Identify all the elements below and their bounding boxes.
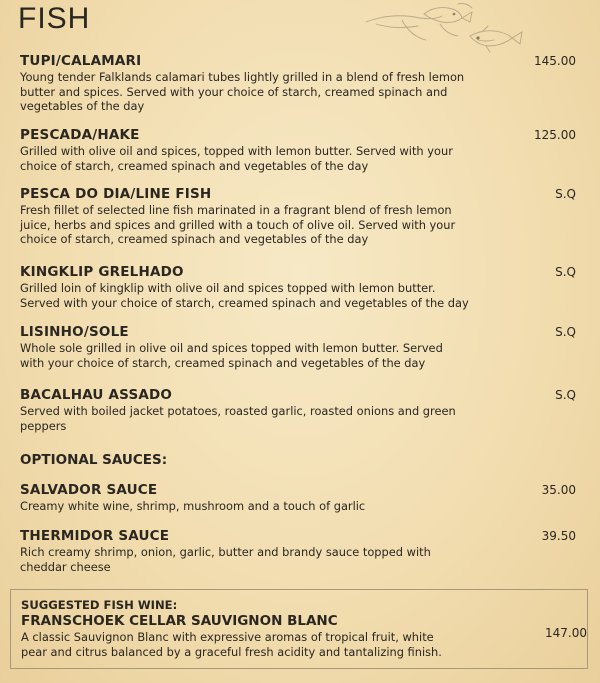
menu-item bbox=[20, 323, 580, 370]
menu-item bbox=[20, 52, 580, 114]
wine-suggestion-box bbox=[10, 589, 588, 669]
fish-sketch-icon bbox=[362, 0, 527, 58]
item-description: Rich creamy shrimp, onion, garlic, butter and brandy sauce topped with cheddar cheese bbox=[20, 545, 431, 574]
item-description: Creamy white wine, shrimp, mushroom and a touch of garlic bbox=[20, 499, 366, 513]
item-description: Served with boiled jacket potatoes, roasted garlic, roasted onions and green peppers bbox=[20, 404, 456, 433]
item-price: S.Q bbox=[555, 187, 576, 201]
item-price: 35.00 bbox=[541, 483, 576, 497]
item-name: THERMIDOR SAUCE bbox=[20, 528, 170, 544]
item-description: Young tender Falklands calamari tubes lightly grilled in a blend of fresh lemon butter and spices. Served with your choice of starch, creamed spinach and vegetables of the day bbox=[20, 70, 465, 114]
item-name: KINGKLIP GRELHADO bbox=[20, 264, 184, 280]
item-price: S.Q bbox=[555, 388, 576, 402]
wine-description: A classic Sauvignon Blanc with expressive aromas of tropical fruit, white pear and citrus balanced by a graceful fresh acidity and tantalizing finish. bbox=[21, 630, 442, 659]
item-description: Grilled with olive oil and spices, topped with lemon butter. Served with your choice of starch, creamed spinach and vegetables of the day bbox=[20, 144, 453, 173]
item-description: Whole sole grilled in olive oil and spices topped with lemon butter. Served with your choice of starch, creamed spinach and vegetables of the day bbox=[20, 341, 443, 370]
menu-item bbox=[20, 386, 580, 433]
item-price: S.Q bbox=[555, 325, 576, 339]
item-price: 125.00 bbox=[534, 128, 576, 142]
item-name: LISINHO/SOLE bbox=[20, 324, 129, 340]
menu-item bbox=[20, 185, 580, 247]
item-price: 39.50 bbox=[541, 529, 576, 543]
wine-heading: SUGGESTED FISH WINE: bbox=[21, 598, 178, 612]
item-price: 145.00 bbox=[534, 54, 576, 68]
wine-name: FRANSCHOEK CELLAR SAUVIGNON BLANC bbox=[21, 613, 338, 629]
sauce-item bbox=[20, 481, 580, 514]
sauce-item bbox=[20, 527, 580, 574]
item-description: Fresh fillet of selected line fish marinated in a fragrant blend of fresh lemon juice, herbs and spices and grilled with a touch of olive oil. Served with your choice of starch, creamed spinach and vegetables of the day bbox=[20, 203, 456, 247]
item-name: SALVADOR SAUCE bbox=[20, 482, 158, 498]
item-price: S.Q bbox=[555, 265, 576, 279]
wine-price: 147.00 bbox=[545, 626, 587, 640]
item-name: PESCADA/HAKE bbox=[20, 127, 140, 143]
item-name: PESCA DO DIA/LINE FISH bbox=[20, 186, 212, 202]
menu-item bbox=[20, 263, 580, 310]
item-name: TUPI/CALAMARI bbox=[20, 53, 142, 69]
sauces-heading: OPTIONAL SAUCES: bbox=[20, 452, 168, 468]
menu-item bbox=[20, 126, 580, 173]
item-description: Grilled loin of kingklip with olive oil and spices topped with lemon butter. Served with your choice of starch, creamed spinach and vegetables of the day bbox=[20, 281, 469, 310]
item-name: BACALHAU ASSADO bbox=[20, 387, 173, 403]
page-title: FISH bbox=[18, 2, 91, 35]
